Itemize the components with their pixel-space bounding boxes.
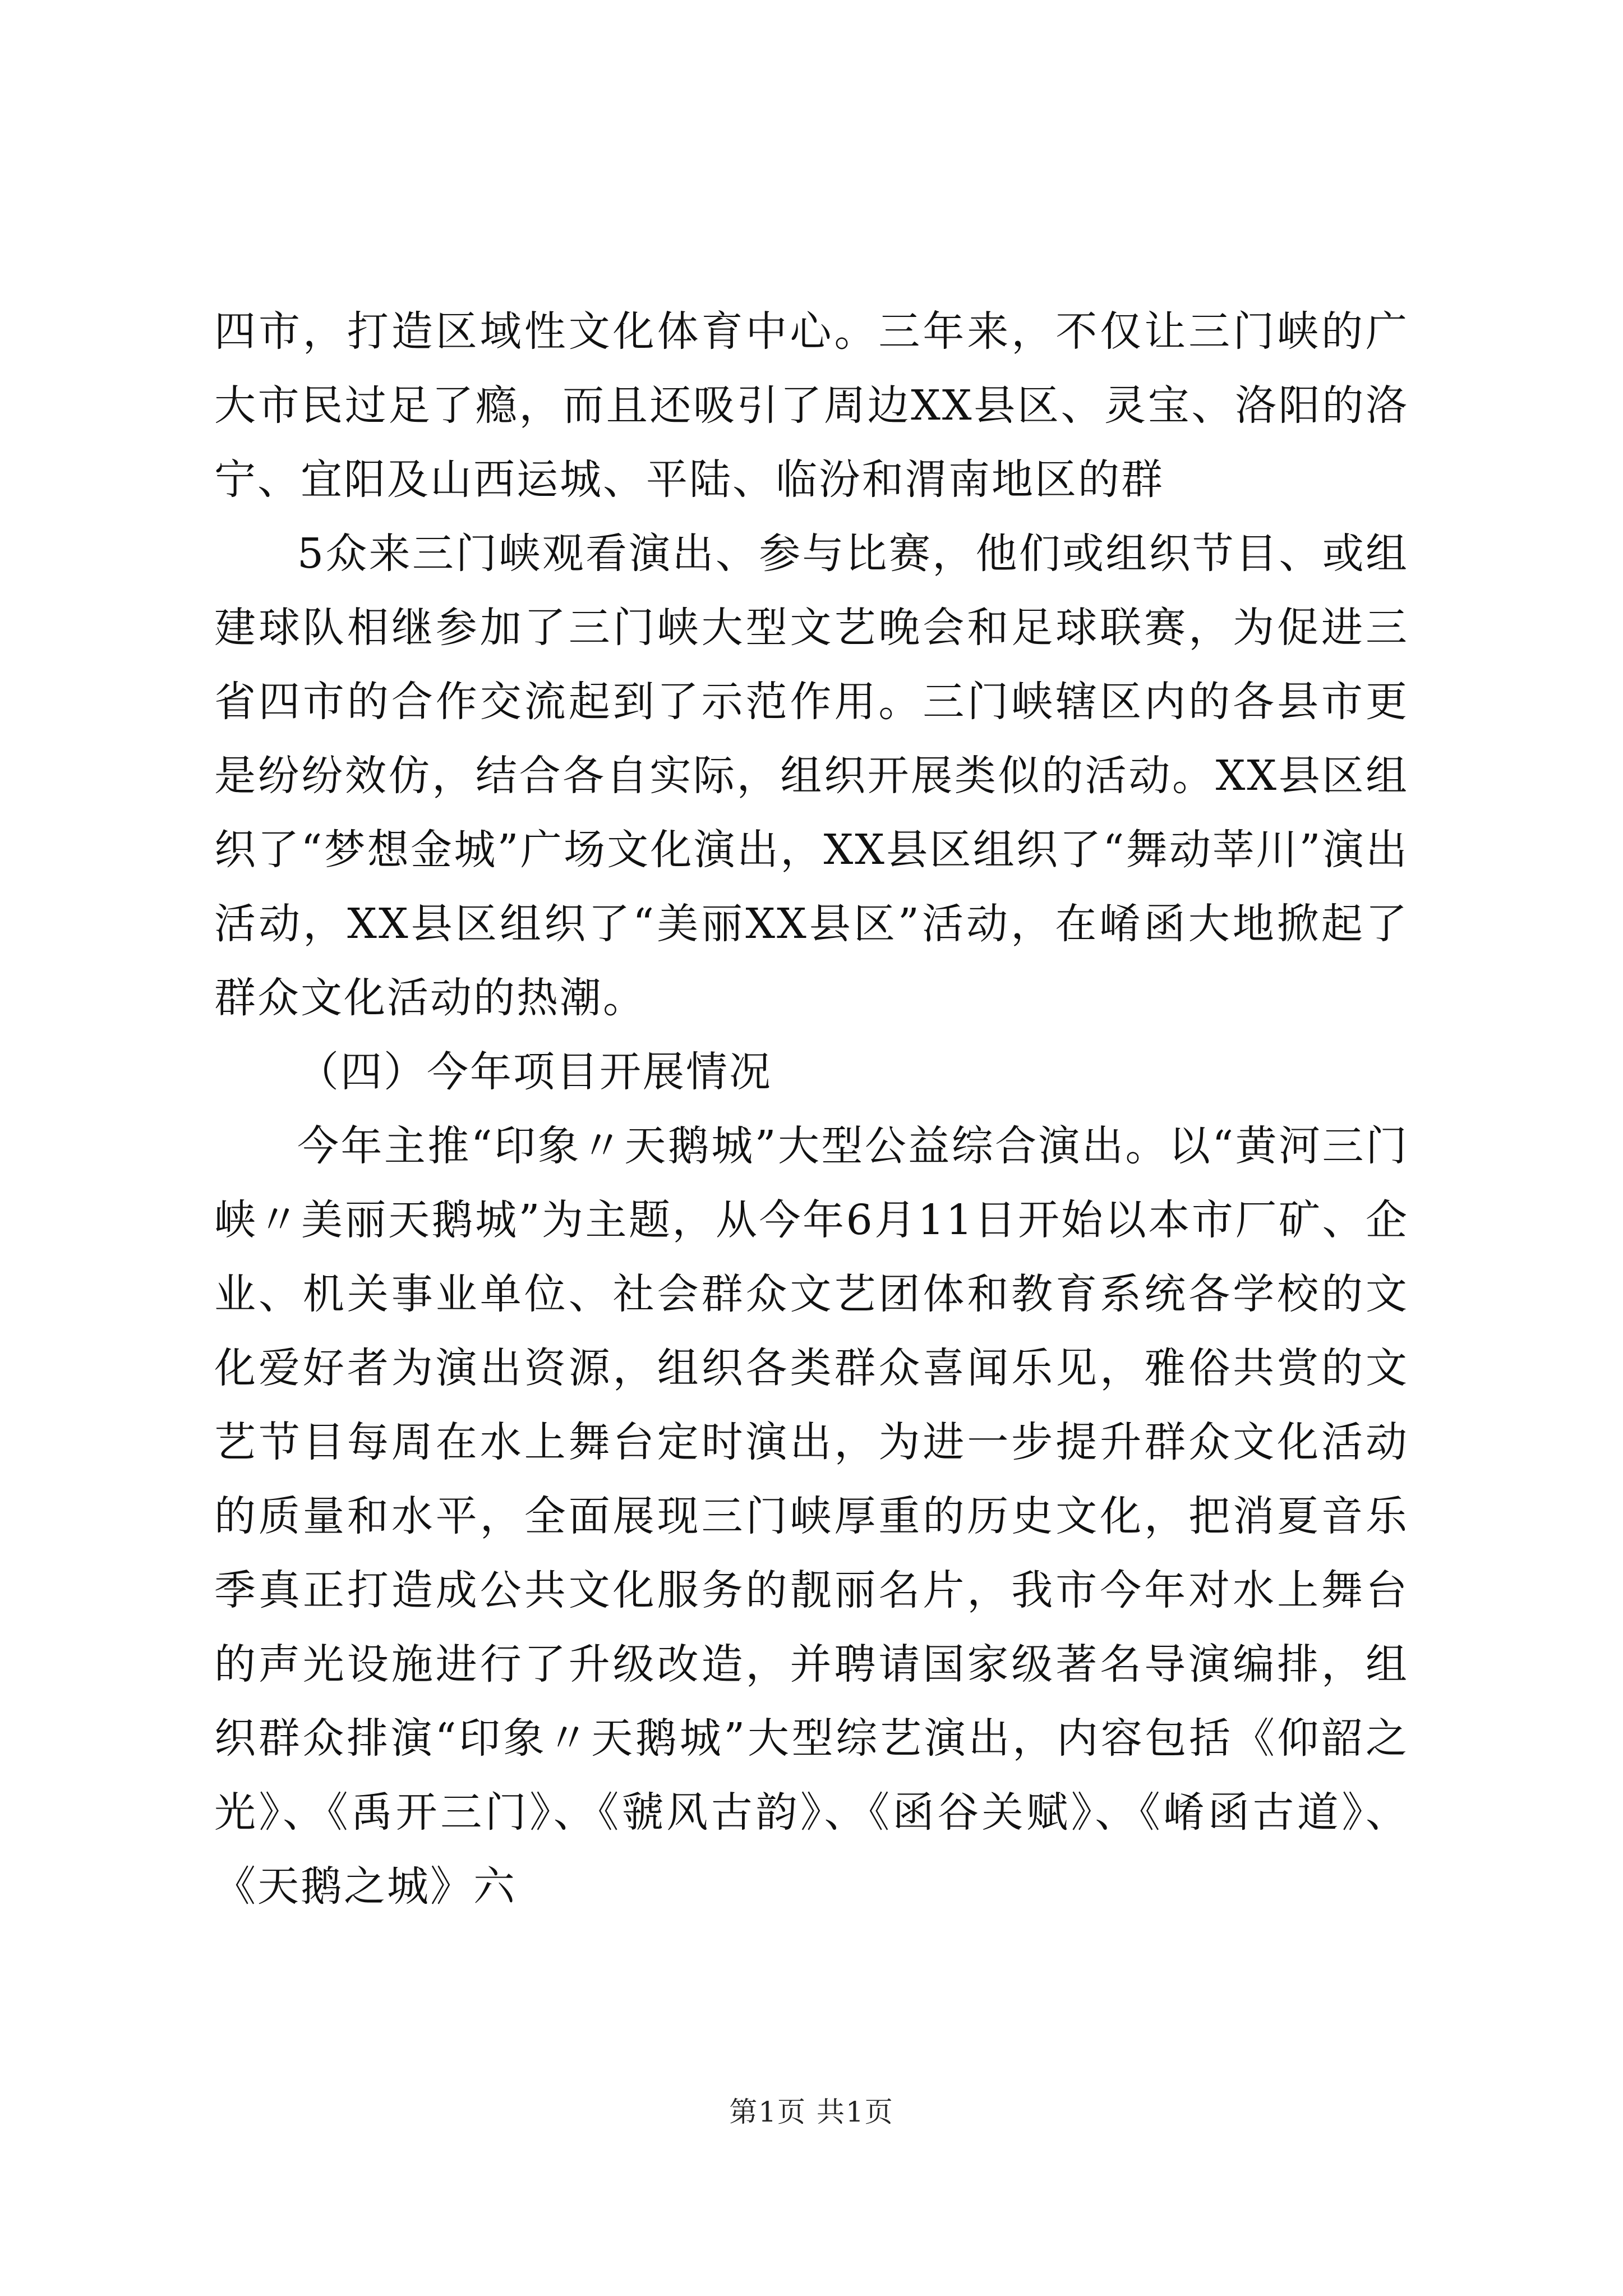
paragraph-continuation: 四市，打造区域性文化体育中心。三年来，不仅让三门峡的广大市民过足了瘾，而且还吸引了周边XX县区、灵宝、洛阳的洛宁、宜阳及山西运城、平陆、临汾和渭南地区的群: [214, 307, 1409, 504]
paragraph-cooperation: 5众来三门峡观看演出、参与比赛，他们或组织节目、或组建球队相继参加了三门峡大型文艺晚会和足球联赛，为促进三省四市的合作交流起到了示范作用。三门峡辖区内的各县市更是纷纷效仿，结合各自实际，组织开展类似的活动。XX县区组织了“梦想金城”广场文化演出，XX县区组织了“舞动莘川”演出活动，XX县区组织了“美丽XX县区”活动，在崤函大地掀起了群众文化活动的热潮。: [214, 530, 1409, 1022]
document-body: [214, 295, 1409, 1924]
page-footer: 第1页 共1页: [729, 2096, 894, 2128]
paragraph-this-year-project: 今年主推“印象〃天鹅城”大型公益综合演出。以“黄河三门峡〃美丽天鹅城”为主题，从今年6月11日开始以本市厂矿、企业、机关事业单位、社会群众文艺团体和教育系统各学校的文化爱好者为演出资源，组织各类群众喜闻乐见，雅俗共赏的文艺节目每周在水上舞台定时演出，为进一步提升群众文化活动的质量和水平，全面展现三门峡厚重的历史文化，把消夏音乐季真正打造成公共文化服务的靓丽名片，我市今年对水上舞台的声光设施进行了升级改造，并聘请国家级著名导演编排，组织群众排演“印象〃天鹅城”大型综艺演出，内容包括《仰韶之光》、《禹开三门》、《虢风古韵》、《函谷关赋》、《崤函古道》、《天鹅之城》六: [214, 1122, 1409, 1911]
section-heading: （四）今年项目开展情况: [297, 1048, 772, 1096]
